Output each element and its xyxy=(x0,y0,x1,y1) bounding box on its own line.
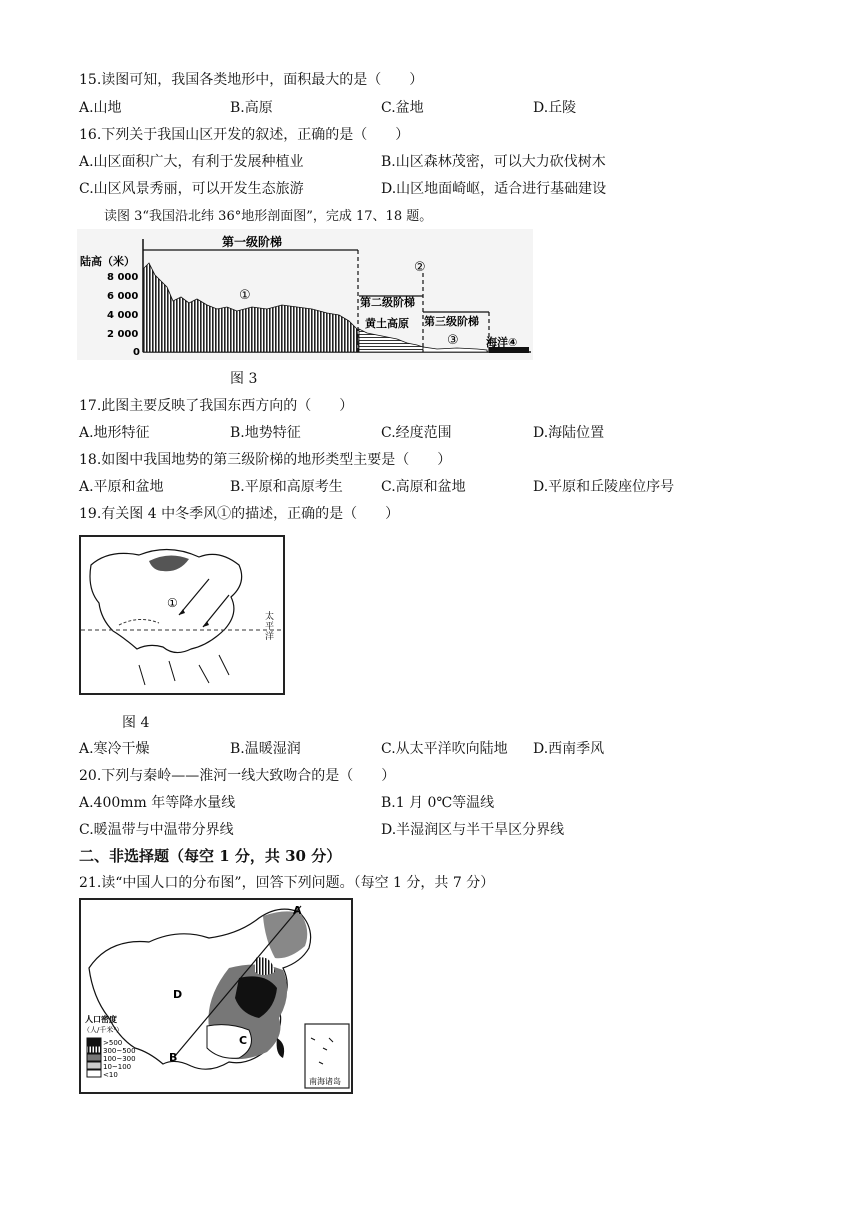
inset-label: 南海诸岛 xyxy=(309,1077,341,1086)
q15-option-a: A.山地 xyxy=(79,100,122,116)
terrain-profile-figure xyxy=(77,229,533,360)
q18-option-c: C.高原和盆地 xyxy=(381,479,466,495)
label-a: A xyxy=(293,904,302,917)
q20-option-b: B.1 月 0℃等温线 xyxy=(381,795,495,811)
q16-option-b: B.山区森林茂密，可以大力砍伐树木 xyxy=(381,154,606,170)
mark-1: ① xyxy=(239,288,251,303)
label-b: B xyxy=(169,1051,178,1064)
q21-stem: 21.读“中国人口的分布图”，回答下列问题。（每空 1 分，共 7 分） xyxy=(79,875,495,891)
ytick-6000: 6 000 xyxy=(107,291,139,302)
q15-stem: 15.读图可知，我国各类地形中，面积最大的是（ ） xyxy=(79,72,424,88)
q16-option-a: A.山区面积广大，有利于发展种植业 xyxy=(79,154,304,170)
monsoon-map-figure xyxy=(79,535,285,695)
label-c: C xyxy=(239,1034,248,1047)
ytick-8000: 8 000 xyxy=(107,272,139,283)
pacific-1: 太 xyxy=(265,612,275,622)
fig3-caption: 图 3 xyxy=(230,371,258,387)
q20-stem: 20.下列与秦岭——淮河一线大致吻合的是（ ） xyxy=(79,768,396,784)
legend-title: 人口密度 xyxy=(85,1015,117,1024)
q17-option-a: A.地形特征 xyxy=(79,425,150,441)
section-2-heading: 二、非选择题（每空 1 分，共 30 分） xyxy=(79,847,342,865)
legend-100-300: 100~300 xyxy=(103,1055,136,1063)
q18-option-d: D.平原和丘陵座位序号 xyxy=(533,479,675,495)
profile-ylabel: 陆高（米） xyxy=(80,255,135,268)
legend-lt10: <10 xyxy=(103,1071,118,1079)
q15-option-d: D.丘陵 xyxy=(533,100,577,116)
label-d: D xyxy=(173,988,183,1001)
q19-stem: 19.有关图 4 中冬季风①的描述，正确的是（ ） xyxy=(79,506,400,522)
q15-option-b: B.高原 xyxy=(230,100,273,116)
q17-option-b: B.地势特征 xyxy=(230,425,301,441)
q15-option-c: C.盆地 xyxy=(381,100,424,116)
step3-label: 第三级阶梯 xyxy=(424,315,479,328)
q16-stem: 16.下列关于我国山区开发的叙述，正确的是（ ） xyxy=(79,127,410,143)
step2-label: 第二级阶梯 xyxy=(360,296,415,309)
ytick-4000: 4 000 xyxy=(107,310,139,321)
q17-option-d: D.海陆位置 xyxy=(533,425,605,441)
legend-300-500: 300~500 xyxy=(103,1047,136,1055)
q19-option-d: D.西南季风 xyxy=(533,741,605,757)
q20-option-c: C.暖温带与中温带分界线 xyxy=(79,822,234,838)
q16-option-d: D.山区地面崎岖，适合进行基础建设 xyxy=(381,181,607,197)
q18-stem: 18.如图中我国地势的第三级阶梯的地形类型主要是（ ） xyxy=(79,452,452,468)
legend-10-100: 10~100 xyxy=(103,1063,132,1071)
ytick-0: 0 xyxy=(133,347,140,358)
mark-1: ① xyxy=(167,596,178,610)
legend-unit: （人/千米²） xyxy=(83,1026,124,1034)
q17-option-c: C.经度范围 xyxy=(381,425,452,441)
loess-label: 黄土高原 xyxy=(365,317,409,330)
step1-label: 第一级阶梯 xyxy=(222,235,283,249)
ocean-label: 海洋④ xyxy=(486,336,518,349)
ytick-2000: 2 000 xyxy=(107,329,139,340)
mark-3: ③ xyxy=(447,333,459,348)
q19-option-a: A.寒冷干燥 xyxy=(79,741,150,757)
mark-2: ② xyxy=(414,260,426,275)
q19-option-c: C.从太平洋吹向陆地 xyxy=(381,741,508,757)
pacific-3: 洋 xyxy=(265,632,275,642)
q18-option-b: B.平原和高原考生 xyxy=(230,479,343,495)
q20-option-a: A.400mm 年等降水量线 xyxy=(79,795,236,811)
q18-option-a: A.平原和盆地 xyxy=(79,479,164,495)
q20-option-d: D.半湿润区与半干旱区分界线 xyxy=(381,822,565,838)
fig3-intro: 读图 3“我国沿北纬 36°地形剖面图”，完成 17、18 题。 xyxy=(104,209,433,224)
pacific-2: 平 xyxy=(265,622,275,632)
q16-option-c: C.山区风景秀丽，可以开发生态旅游 xyxy=(79,181,304,197)
legend-500plus: >500 xyxy=(103,1039,123,1047)
population-map-figure xyxy=(79,898,353,1094)
q19-option-b: B.温暖湿润 xyxy=(230,741,301,757)
fig4-caption: 图 4 xyxy=(122,715,150,731)
q17-stem: 17.此图主要反映了我国东西方向的（ ） xyxy=(79,398,354,414)
